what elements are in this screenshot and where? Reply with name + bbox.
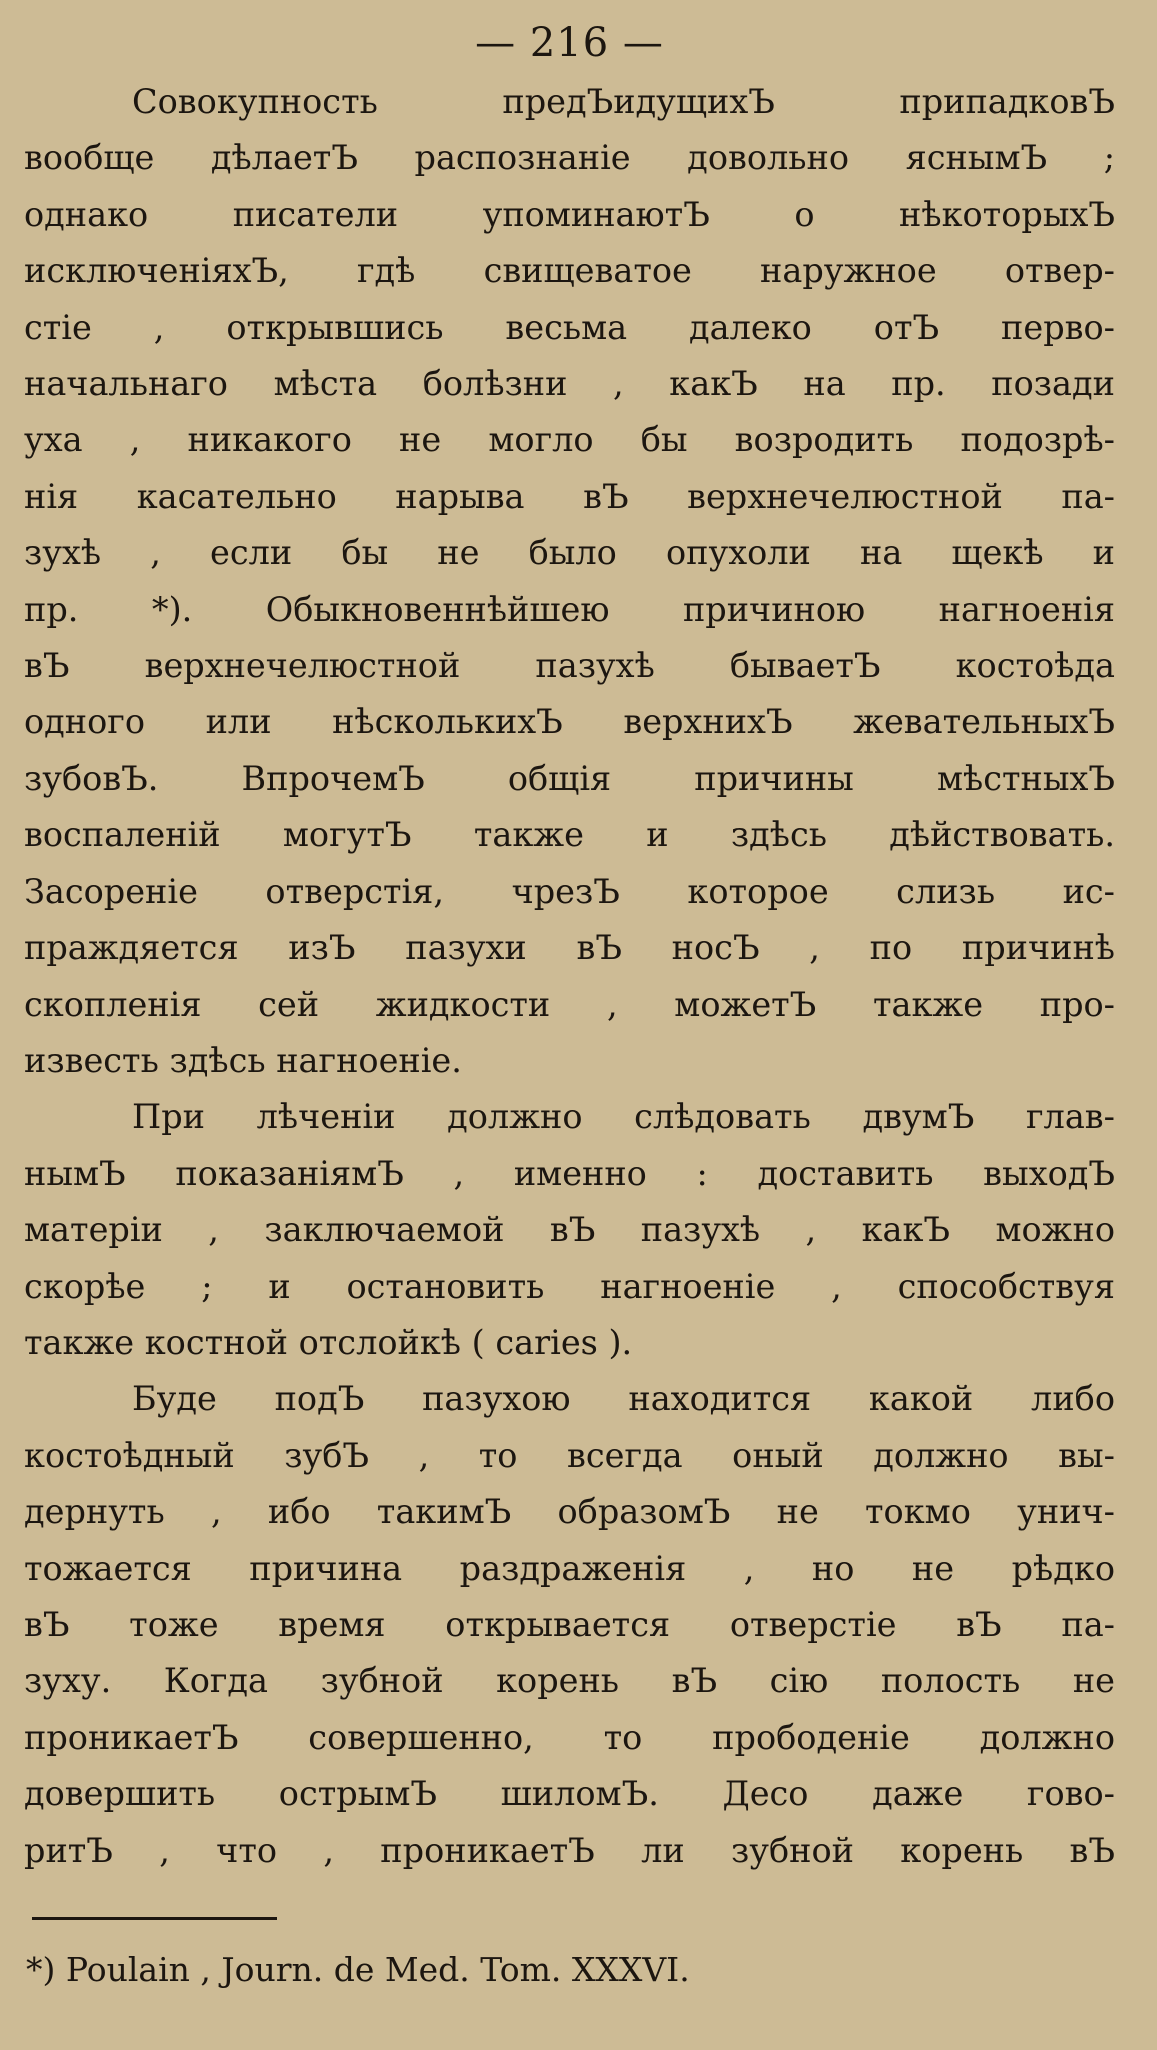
text-line: зубовЪ. ВпрочемЪ общія причины мѣстныхЪ xyxy=(24,758,1115,798)
text-line: одного или нѣсколькихЪ верхнихЪ жевательныхЪ xyxy=(24,702,1115,742)
text-line: дернуть , ибо такимЪ образомЪ не токмо унич- xyxy=(24,1492,1115,1532)
text-line: зухѣ , если бы не было опухоли на щекѣ и xyxy=(24,533,1115,573)
text-line: воспаленій могутЪ также и здѣсь дѣйствовать. xyxy=(24,815,1115,855)
text-line: исключеніяхЪ, гдѣ свищеватое наружное отвер- xyxy=(24,251,1115,291)
footnote: *) Poulain , Journ. de Med. Tom. XXXVI. xyxy=(26,1950,690,1989)
page-number: — 216 — xyxy=(475,20,664,66)
text-line: ритЪ , что , проникаетЪ ли зубной корень вЪ xyxy=(24,1830,1115,1870)
text-line: Совокупность предЪидущихЪ припадковЪ xyxy=(132,82,1115,121)
paragraph-1 xyxy=(24,74,1115,1089)
text-line: тожается причина раздраженія , но не рѣдко xyxy=(24,1548,1115,1588)
text-line: пр. *). Обыкновеннѣйшею причиною нагноенія xyxy=(24,589,1115,629)
text-line: зуху. Когда зубной корень вЪ сію полость не xyxy=(24,1661,1115,1701)
text-line: вЪ тоже время открывается отверстіе вЪ па- xyxy=(24,1604,1115,1644)
body-text xyxy=(24,74,1115,1879)
text-line: однако писатели упоминаютЪ о нѣкоторыхЪ xyxy=(24,194,1115,234)
text-line: уха , никакого не могло бы возродить подозрѣ- xyxy=(24,420,1115,460)
text-line: вообще дѣлаетЪ распознаніе довольно яснымЪ ; xyxy=(24,138,1115,178)
text-line: нія касательно нарыва вЪ верхнечелюстной па- xyxy=(24,476,1115,516)
text-line: Буде подЪ пазухою находится какой либо xyxy=(132,1379,1115,1419)
text-line: стіе , открывшись весьма далеко отЪ перво- xyxy=(24,307,1115,347)
paragraph-2 xyxy=(24,1089,1115,1371)
text-line: праждяется изЪ пазухи вЪ носЪ , по причинѣ xyxy=(24,928,1115,968)
footnote-divider xyxy=(32,1917,277,1920)
text-line: начальнаго мѣста болѣзни , какЪ на пр. позади xyxy=(24,364,1115,404)
text-line: проникаетЪ совершенно, то прободеніе должно xyxy=(24,1717,1115,1757)
text-line: костоѣдный зубЪ , то всегда оный должно вы- xyxy=(24,1435,1115,1475)
paragraph-3 xyxy=(24,1371,1115,1879)
text-line: довершить острымЪ шиломЪ. Десо даже гово- xyxy=(24,1774,1115,1814)
text-line: известь здѣсь нагноеніе. xyxy=(24,1040,462,1080)
text-line: При лѣченіи должно слѣдовать двумЪ глав- xyxy=(132,1097,1115,1137)
text-line: матеріи , заключаемой вЪ пазухѣ , какЪ можно xyxy=(24,1210,1115,1250)
text-line: вЪ верхнечелюстной пазухѣ бываетЪ костоѣда xyxy=(24,646,1115,686)
text-line: скорѣе ; и остановить нагноеніе , способствуя xyxy=(24,1266,1115,1306)
text-line: Засореніе отверстія, чрезЪ которое слизь ис- xyxy=(24,871,1115,911)
text-line: также костной отслойкѣ ( caries ). xyxy=(24,1322,633,1362)
text-line: скопленія сей жидкости , можетЪ также про- xyxy=(24,984,1115,1024)
text-line: нымЪ показаніямЪ , именно : доставить выходЪ xyxy=(24,1153,1115,1193)
